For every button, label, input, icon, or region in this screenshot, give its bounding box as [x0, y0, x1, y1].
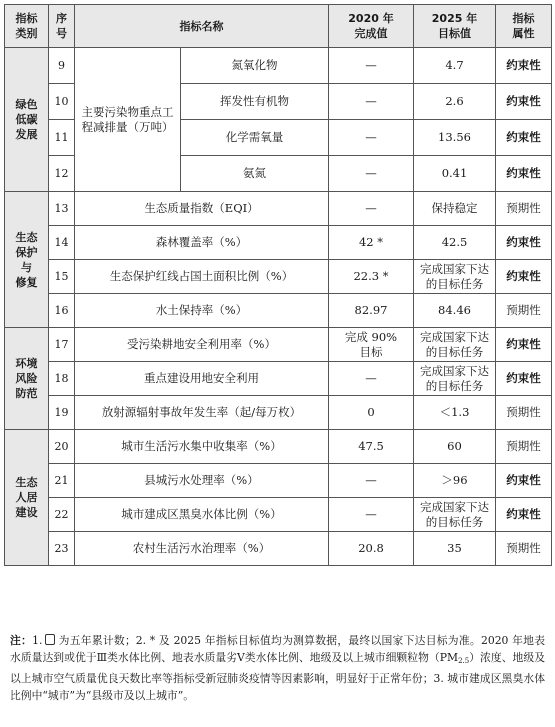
row-no: 12 [49, 156, 75, 192]
row-name: 县城污水处理率（%） [75, 464, 329, 498]
header-name: 指标名称 [75, 5, 329, 48]
row-attr: 约束性 [496, 260, 552, 294]
note-text: 为五年累计数；2. * 及 2025 年指标目标值均为测算数据，最终以国家下达目标为准。2020 年地表水质量达到或优于Ⅲ类水体比例、地表水质量劣Ⅴ类水体比例、地级及以上城市细颗粒物（PM [10, 634, 546, 664]
note-text-2: ）浓度、地级及以上城市空气质量优良天数比率等指标受新冠肺炎疫情等因素影响，明显好于正常年份；3. 城市建成区黑臭水体比例中“城市”为“县级市及以上城市”。 [10, 651, 545, 702]
row-no: 17 [49, 328, 75, 362]
row-no: 16 [49, 294, 75, 328]
row-2025: ＞96 [414, 464, 496, 498]
row-2025: 保持稳定 [414, 192, 496, 226]
row-2020: — [329, 156, 414, 192]
table-row [5, 362, 552, 396]
table-row [5, 464, 552, 498]
row-no: 15 [49, 260, 75, 294]
row-no: 18 [49, 362, 75, 396]
row-2020: 完成 90% 目标 [329, 328, 414, 362]
row-2020: — [329, 362, 414, 396]
category-living: 生态 人居 建设 [5, 430, 49, 566]
table-row [5, 294, 552, 328]
indicator-table [4, 4, 552, 566]
row-name: 水土保持率（%） [75, 294, 329, 328]
hexagon-icon [45, 634, 55, 645]
row-2025: 35 [414, 532, 496, 566]
table-row [5, 226, 552, 260]
row-2025: 13.56 [414, 120, 496, 156]
row-2025: 2.6 [414, 84, 496, 120]
row-name: 氨氮 [181, 156, 329, 192]
table-row [5, 328, 552, 362]
row-no: 22 [49, 498, 75, 532]
row-2025: 0.41 [414, 156, 496, 192]
row-attr: 约束性 [496, 226, 552, 260]
row-name: 生态保护红线占国土面积比例（%） [75, 260, 329, 294]
row-no: 20 [49, 430, 75, 464]
row-2020: 82.97 [329, 294, 414, 328]
category-risk: 环境 风险 防范 [5, 328, 49, 430]
table-row [5, 498, 552, 532]
header-attr: 指标 属性 [496, 5, 552, 48]
row-attr: 预期性 [496, 430, 552, 464]
category-eco: 生态 保护 与 修复 [5, 192, 49, 328]
row-attr: 约束性 [496, 498, 552, 532]
row-attr: 约束性 [496, 328, 552, 362]
row-2025: ＜1.3 [414, 396, 496, 430]
row-attr: 预期性 [496, 192, 552, 226]
row-2025: 84.46 [414, 294, 496, 328]
row-2025: 42.5 [414, 226, 496, 260]
row-attr: 约束性 [496, 156, 552, 192]
row-2025: 完成国家下达 的目标任务 [414, 260, 496, 294]
category-green: 绿色 低碳 发展 [5, 48, 49, 192]
row-attr: 预期性 [496, 396, 552, 430]
table-row [5, 430, 552, 464]
table-row [5, 48, 552, 84]
row-name: 重点建设用地安全利用 [75, 362, 329, 396]
row-2025: 完成国家下达 的目标任务 [414, 498, 496, 532]
row-name: 森林覆盖率（%） [75, 226, 329, 260]
row-name: 城市生活污水集中收集率（%） [75, 430, 329, 464]
row-2020: — [329, 48, 414, 84]
row-attr: 约束性 [496, 84, 552, 120]
note-number-1: 1. [32, 634, 43, 647]
row-no: 11 [49, 120, 75, 156]
footnote [10, 632, 545, 704]
header-seq: 序 号 [49, 5, 75, 48]
table-row [5, 396, 552, 430]
row-2020: — [329, 192, 414, 226]
row-2020: — [329, 120, 414, 156]
row-name: 受污染耕地安全利用率（%） [75, 328, 329, 362]
table-row [5, 192, 552, 226]
row-2025: 4.7 [414, 48, 496, 84]
row-2020: 22.3 * [329, 260, 414, 294]
row-2025: 完成国家下达 的目标任务 [414, 328, 496, 362]
row-2020: — [329, 464, 414, 498]
row-attr: 约束性 [496, 120, 552, 156]
row-no: 19 [49, 396, 75, 430]
group-label: 主要污染物重点工程减排量（万吨） [75, 48, 181, 192]
row-name: 生态质量指数（EQI） [75, 192, 329, 226]
table-row [5, 260, 552, 294]
row-no: 14 [49, 226, 75, 260]
row-attr: 约束性 [496, 464, 552, 498]
header-row [5, 5, 552, 48]
row-attr: 预期性 [496, 294, 552, 328]
row-attr: 预期性 [496, 532, 552, 566]
row-2020: 20.8 [329, 532, 414, 566]
row-name: 挥发性有机物 [181, 84, 329, 120]
row-no: 10 [49, 84, 75, 120]
row-2020: 42 * [329, 226, 414, 260]
row-2020: — [329, 498, 414, 532]
header-2025: 2025 年 目标值 [414, 5, 496, 48]
table-row [5, 532, 552, 566]
row-no: 23 [49, 532, 75, 566]
row-no: 21 [49, 464, 75, 498]
header-2020: 2020 年 完成值 [329, 5, 414, 48]
row-name: 放射源辐射事故年发生率（起/每万枚） [75, 396, 329, 430]
row-name: 氮氧化物 [181, 48, 329, 84]
row-2020: 47.5 [329, 430, 414, 464]
row-no: 9 [49, 48, 75, 84]
row-2020: 0 [329, 396, 414, 430]
row-name: 城市建成区黑臭水体比例（%） [75, 498, 329, 532]
row-2020: — [329, 84, 414, 120]
row-attr: 约束性 [496, 362, 552, 396]
row-2025: 60 [414, 430, 496, 464]
note-label: 注： [10, 634, 33, 647]
pm-subscript: 2.5 [458, 657, 470, 665]
row-2025: 完成国家下达 的目标任务 [414, 362, 496, 396]
row-name: 化学需氧量 [181, 120, 329, 156]
header-category: 指标 类别 [5, 5, 49, 48]
row-attr: 约束性 [496, 48, 552, 84]
row-no: 13 [49, 192, 75, 226]
row-name: 农村生活污水治理率（%） [75, 532, 329, 566]
